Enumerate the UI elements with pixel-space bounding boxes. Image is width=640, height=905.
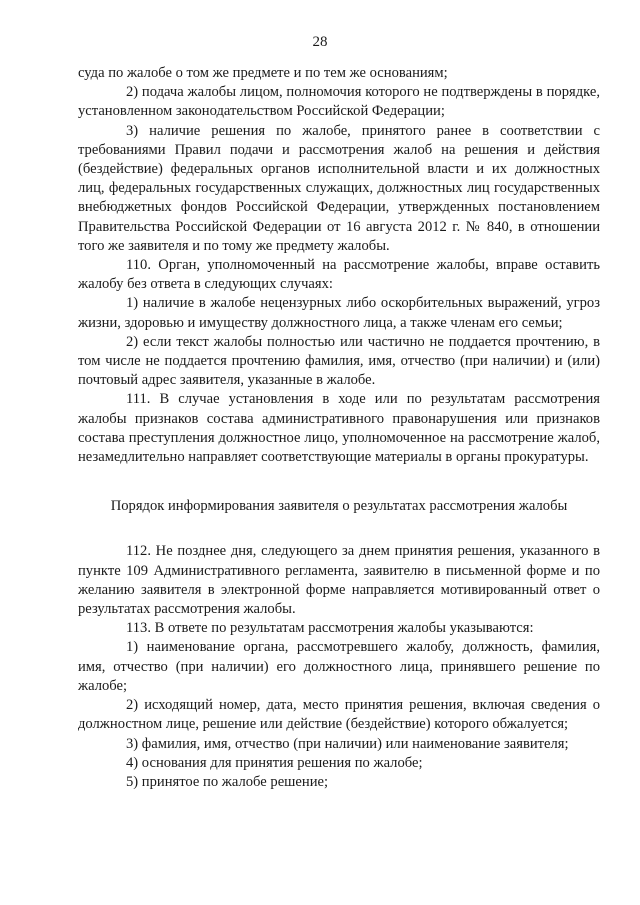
paragraph-110-item-1: 1) наличие в жалобе нецензурных либо оскорбительных выражений, угроз жизни, здоровью и имуществу должностного лица, а также членам его семьи;: [78, 295, 600, 331]
section-heading: Порядок информирования заявителя о результатах рассмотрения жалобы: [110, 498, 568, 515]
paragraph-110-item-2: 2) если текст жалобы полностью или частично не поддается прочтению, в том числе не поддается прочтению фамилия, имя, отчество (при наличии) и (или) почтовый адрес заявителя, указанные в жалобе.: [78, 333, 600, 389]
paragraph-113-item-1: 1) наименование органа, рассмотревшего жалобу, должность, фамилия, имя, отчество (при наличии) его должностного лица, принявшего решение по жалобе;: [78, 639, 600, 694]
paragraph-113-item-5: 5) принятое по жалобе решение;: [126, 773, 329, 790]
document-body: [78, 64, 600, 792]
paragraph-item-3: 3) наличие решения по жалобе, принятого ранее в соответствии с требованиями Правил подачи и рассмотрения жалоб на решения и действия (бездействие) федеральных органов исполнительной власти и их должностных лиц, федеральных государственных служащих, должностных лиц государственных внебюджетных фондов Российской Федерации, утвержденных постановлением Правительства Российской Федерации от 16 августа 2012 г. № 840, в отношении того же заявителя и по тому же предмету жалобы.: [78, 122, 600, 254]
paragraph-111: 111. В случае установления в ходе или по результатам рассмотрения жалобы признаков состава административного правонарушения или признаков состава преступления должностное лицо, уполномоченное на рассмотрение жалоб, незамедлительно направляет соответствующие материалы в органы прокуратуры.: [78, 391, 600, 466]
paragraph-item-2: 2) подача жалобы лицом, полномочия которого не подтверждены в порядке, установленном законодательством Российской Федерации;: [78, 84, 600, 120]
paragraph-113-item-4: 4) основания для принятия решения по жалобе;: [126, 754, 423, 771]
page-number: 28: [312, 34, 328, 50]
paragraph-continuation: суда по жалобе о том же предмете и по тем же основаниям;: [78, 65, 448, 81]
paragraph-110: 110. Орган, уполномоченный на рассмотрение жалобы, вправе оставить жалобу без ответа в следующих случаях:: [78, 257, 600, 293]
paragraph-113-item-3: 3) фамилия, имя, отчество (при наличии) или наименование заявителя;: [126, 735, 569, 752]
paragraph-112: 112. Не позднее дня, следующего за днем принятия решения, указанного в пункте 109 Административного регламента, заявителю в письменной форме и по желанию заявителя в электронной форме направляется мотивированный ответ о результатах рассмотрения жалобы.: [78, 543, 600, 618]
paragraph-113-item-2: 2) исходящий номер, дата, место принятия решения, включая сведения о должностном лице, решение или действие (бездействие) которого обжалуется;: [78, 697, 600, 733]
paragraph-113: 113. В ответе по результатам рассмотрения жалобы указываются:: [126, 620, 534, 637]
